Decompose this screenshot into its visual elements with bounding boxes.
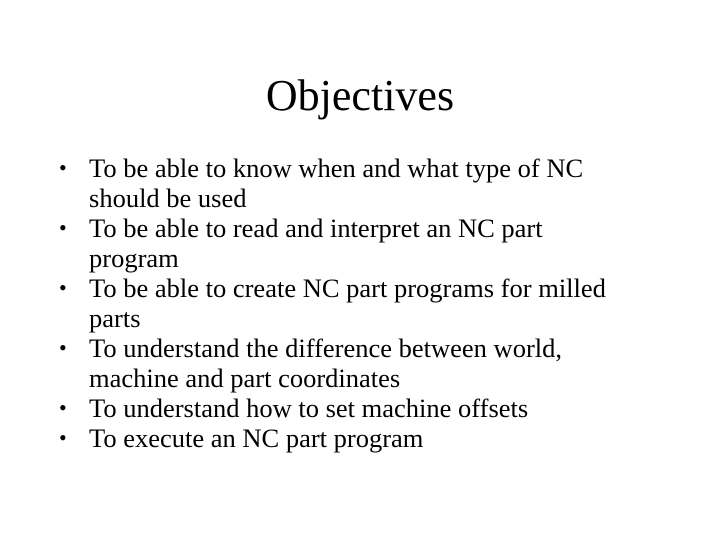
- list-item: [56, 423, 666, 453]
- bullet-icon: •: [59, 335, 67, 360]
- slide-title: Objectives: [265, 71, 455, 120]
- list-item: [56, 333, 666, 393]
- bullet-icon: •: [59, 275, 67, 300]
- bullet-text-line: program: [89, 243, 179, 273]
- list-item: [56, 213, 666, 273]
- bullet-text-line: machine and part coordinates: [89, 363, 401, 393]
- list-item: [56, 273, 666, 333]
- bullet-icon: •: [59, 155, 67, 180]
- bullet-text-line: parts: [89, 303, 141, 333]
- bullet-text-line: To understand the difference between world,: [89, 333, 563, 363]
- bullet-text-line: To execute an NC part program: [89, 423, 424, 453]
- bullet-icon: •: [59, 215, 67, 240]
- bullet-icon: •: [59, 395, 67, 420]
- bullet-icon: •: [59, 425, 67, 450]
- objectives-list: [56, 153, 666, 453]
- bullet-text-line: should be used: [89, 183, 247, 213]
- list-item: [56, 153, 666, 213]
- bullet-text-line: To understand how to set machine offsets: [89, 393, 529, 423]
- bullet-text-line: To be able to create NC part programs for milled: [89, 273, 606, 303]
- bullet-text-line: To be able to read and interpret an NC part: [89, 213, 543, 243]
- bullet-text-line: To be able to know when and what type of NC: [89, 153, 584, 183]
- list-item: [56, 393, 666, 423]
